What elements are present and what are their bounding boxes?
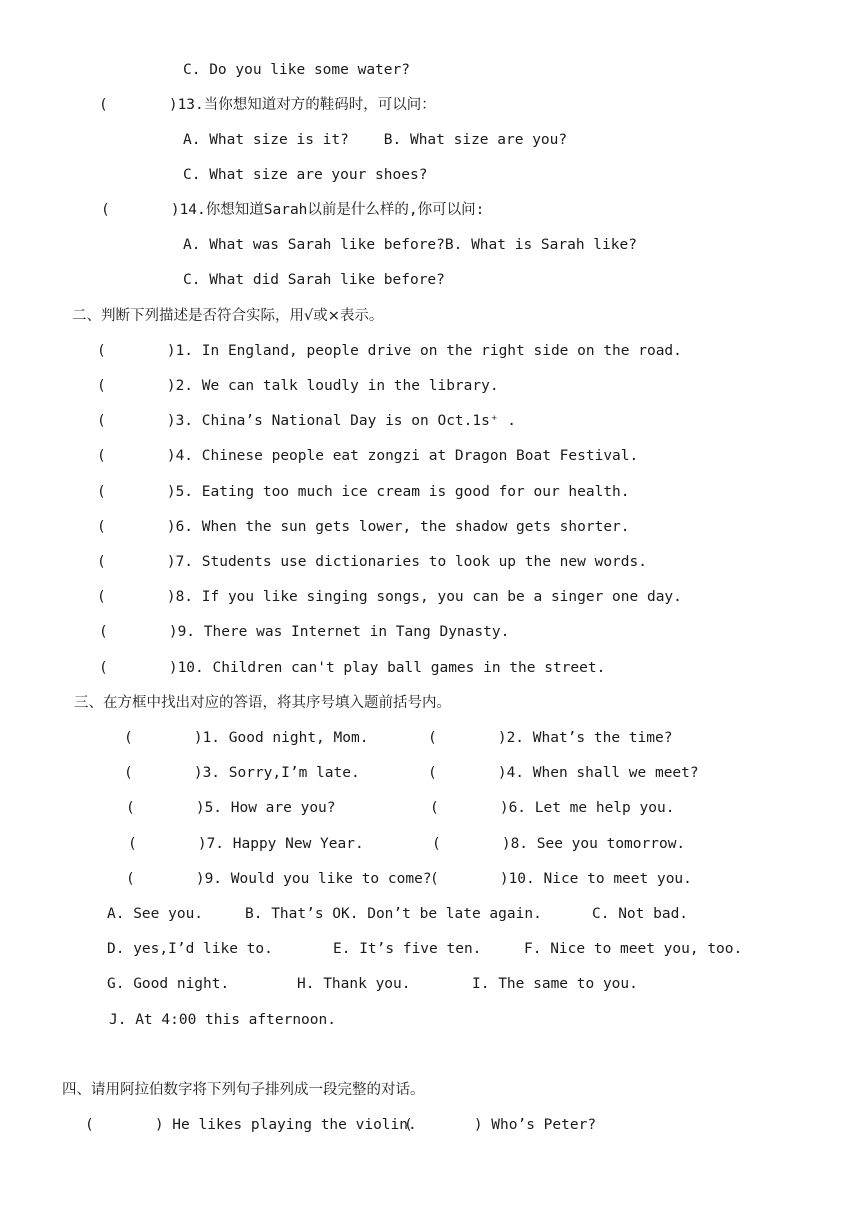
match-item: ( )10. Nice to meet you.: [430, 871, 692, 887]
question-line: ( )14.你想知道Sarah以前是什么样的,你可以问:: [101, 202, 485, 218]
ordering-item: ( ) Who’s Peter?: [404, 1117, 597, 1133]
judgment-item: ( )1. In England, people drive on the right side on the road.: [97, 343, 682, 359]
answer-option: E. It’s five ten.: [333, 941, 482, 957]
match-item: ( )6. Let me help you.: [430, 800, 675, 816]
match-item: ( )8. See you tomorrow.: [432, 836, 686, 852]
judgment-item: ( )2. We can talk loudly in the library.: [97, 378, 499, 394]
match-item: ( )1. Good night, Mom.: [124, 730, 369, 746]
match-item: ( )3. Sorry,I’m late.: [124, 765, 360, 781]
option-line: C. Do you like some water?: [183, 62, 410, 78]
answer-option: F. Nice to meet you, too.: [524, 941, 743, 957]
option-line: A. What size is it? B. What size are you?: [183, 132, 568, 148]
judgment-item: ( )6. When the sun gets lower, the shadow gets shorter.: [97, 519, 630, 535]
judgment-item: ( )5. Eating too much ice cream is good for our health.: [97, 484, 630, 500]
answer-option: H. Thank you.: [297, 976, 411, 992]
option-line: C. What size are your shoes?: [183, 167, 428, 183]
ordering-item: ( ) He likes playing the violin.: [85, 1117, 417, 1133]
answer-option: B. That’s OK. Don’t be late again.: [245, 906, 542, 922]
match-item: ( )2. What’s the time?: [428, 730, 673, 746]
judgment-item: ( )4. Chinese people eat zongzi at Dragon Boat Festival.: [97, 448, 639, 464]
option-line: A. What was Sarah like before?B. What is Sarah like?: [183, 237, 637, 253]
match-item: ( )5. How are you?: [126, 800, 336, 816]
answer-option: J. At 4:00 this afternoon.: [109, 1012, 336, 1028]
answer-option: A. See you.: [107, 906, 204, 922]
judgment-item: ( )7. Students use dictionaries to look up the new words.: [97, 554, 647, 570]
judgment-item: ( )8. If you like singing songs, you can be a singer one day.: [97, 589, 682, 605]
option-line: C. What did Sarah like before?: [183, 272, 445, 288]
section-heading: 四、请用阿拉伯数字将下列句子排列成一段完整的对话。: [62, 1082, 425, 1098]
match-item: ( )9. Would you like to come?: [126, 871, 432, 887]
section-heading: 三、在方框中找出对应的答语，将其序号填入题前括号内。: [74, 695, 451, 711]
answer-option: C. Not bad.: [592, 906, 689, 922]
judgment-item: ( )3. China’s National Day is on Oct.1s⁺ .: [97, 413, 517, 429]
judgment-item: ( )9. There was Internet in Tang Dynasty.: [99, 624, 510, 640]
match-item: ( )7. Happy New Year.: [128, 836, 364, 852]
answer-option: G. Good night.: [107, 976, 230, 992]
judgment-item: ( )10. Children can't play ball games in the street.: [99, 660, 606, 676]
match-item: ( )4. When shall we meet?: [428, 765, 699, 781]
answer-option: D. yes,I’d like to.: [107, 941, 273, 957]
section-heading: 二、判断下列描述是否符合实际，用√或×表示。: [72, 308, 384, 324]
question-line: ( )13.当你想知道对方的鞋码时，可以问：: [99, 97, 436, 113]
answer-option: I. The same to you.: [472, 976, 638, 992]
